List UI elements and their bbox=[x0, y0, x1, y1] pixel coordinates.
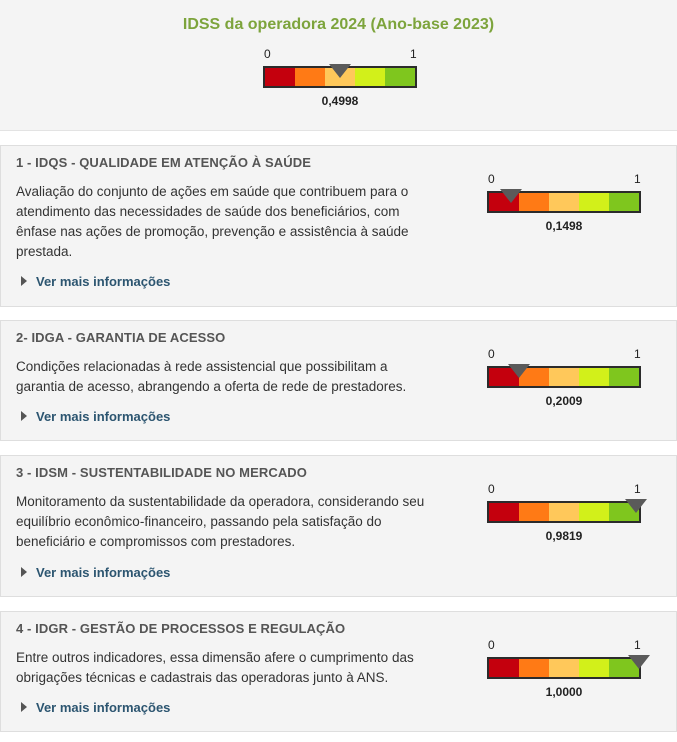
gauge-max-label: 1 bbox=[634, 347, 641, 361]
panel-idga bbox=[0, 320, 677, 441]
gauge-segment-lime bbox=[579, 193, 609, 211]
gauge-marker-icon bbox=[625, 499, 647, 513]
gauge-max-label: 1 bbox=[634, 172, 641, 186]
gauge-segment-yellow bbox=[549, 659, 579, 677]
gauge-segment-lime bbox=[579, 368, 609, 386]
panel-description: Monitoramento da sustentabilidade da operadora, considerando seu equilíbrio econômico-financeiro, passando pela satisfação do beneficiário e compromissos com prestadores. bbox=[16, 494, 425, 549]
gauge-color-scale bbox=[487, 657, 641, 679]
gauge-segment-lime bbox=[355, 68, 385, 86]
panel-idgr bbox=[0, 611, 677, 732]
ver-mais-informacoes-link[interactable] bbox=[21, 565, 170, 580]
ver-mais-informacoes-link[interactable] bbox=[21, 409, 170, 424]
more-label: Ver mais informações bbox=[36, 700, 171, 715]
panel-description: Avaliação do conjunto de ações em saúde que contribuem para o atendimento das necessidades de saúde dos beneficiários, com ênfase nas ações de promoção, prevenção e assistência à saúde prestada. bbox=[16, 184, 409, 259]
gauge-marker-icon bbox=[628, 655, 650, 669]
idgr-gauge bbox=[487, 638, 647, 718]
gauge-value: 1,0000 bbox=[545, 685, 583, 699]
more-label: Ver mais informações bbox=[36, 274, 171, 289]
expand-triangle-icon bbox=[21, 276, 27, 286]
expand-triangle-icon bbox=[21, 411, 27, 421]
panel-title: 2- IDGA - GARANTIA DE ACESSO bbox=[16, 330, 226, 345]
more-label: Ver mais informações bbox=[36, 565, 171, 580]
gauge-segment-lime bbox=[579, 503, 609, 521]
panel-title: 1 - IDQS - QUALIDADE EM ATENÇÃO À SAÚDE bbox=[16, 155, 311, 170]
gauge-min-label: 0 bbox=[488, 172, 495, 186]
idss-title: IDSS da operadora 2024 (Ano-base 2023) bbox=[182, 16, 495, 33]
gauge-min-label: 0 bbox=[264, 47, 271, 61]
gauge-segment-green bbox=[609, 368, 639, 386]
gauge-value: 0,4998 bbox=[321, 94, 359, 108]
gauge-max-label: 1 bbox=[634, 638, 641, 652]
gauge-marker-icon bbox=[508, 364, 530, 378]
panel-idqs bbox=[0, 145, 677, 307]
more-label: Ver mais informações bbox=[36, 409, 171, 424]
gauge-segment-orange bbox=[519, 193, 549, 211]
expand-triangle-icon bbox=[21, 702, 27, 712]
gauge-segment-lime bbox=[579, 659, 609, 677]
idqs-gauge bbox=[487, 172, 647, 252]
panel-description: Condições relacionadas à rede assistencial que possibilitam a garantia de acesso, abrangendo a oferta de rede de prestadores. bbox=[16, 359, 407, 394]
gauge-segment-green bbox=[385, 68, 415, 86]
gauge-segment-green bbox=[609, 193, 639, 211]
gauge-segment-orange bbox=[295, 68, 325, 86]
idss-gauge bbox=[263, 47, 423, 127]
gauge-max-label: 1 bbox=[410, 47, 417, 61]
gauge-color-scale bbox=[487, 501, 641, 523]
gauge-min-label: 0 bbox=[488, 482, 495, 496]
panel-title: 4 - IDGR - GESTÃO DE PROCESSOS E REGULAÇÃO bbox=[16, 621, 346, 636]
gauge-value: 0,2009 bbox=[545, 394, 583, 408]
gauge-segment-orange bbox=[519, 659, 549, 677]
gauge-marker-icon bbox=[500, 189, 522, 203]
ver-mais-informacoes-link[interactable] bbox=[21, 274, 170, 289]
gauge-segment-yellow bbox=[549, 368, 579, 386]
gauge-segment-red bbox=[489, 659, 519, 677]
gauge-max-label: 1 bbox=[634, 482, 641, 496]
gauge-segment-orange bbox=[519, 503, 549, 521]
panel-description: Entre outros indicadores, essa dimensão afere o cumprimento das obrigações técnicas e cadastrais das operadoras junto à ANS. bbox=[16, 650, 414, 685]
gauge-min-label: 0 bbox=[488, 347, 495, 361]
gauge-value: 0,1498 bbox=[545, 219, 583, 233]
idga-gauge bbox=[487, 347, 647, 427]
panel-title: 3 - IDSM - SUSTENTABILIDADE NO MERCADO bbox=[16, 465, 308, 480]
gauge-segment-yellow bbox=[549, 193, 579, 211]
gauge-segment-red bbox=[489, 503, 519, 521]
ver-mais-informacoes-link[interactable] bbox=[21, 700, 170, 715]
gauge-segment-red bbox=[265, 68, 295, 86]
gauge-min-label: 0 bbox=[488, 638, 495, 652]
expand-triangle-icon bbox=[21, 567, 27, 577]
panel-idsm bbox=[0, 455, 677, 597]
gauge-segment-yellow bbox=[549, 503, 579, 521]
gauge-value: 0,9819 bbox=[545, 529, 583, 543]
gauge-marker-icon bbox=[329, 64, 351, 78]
idsm-gauge bbox=[487, 482, 647, 562]
idss-summary-header bbox=[0, 0, 677, 131]
